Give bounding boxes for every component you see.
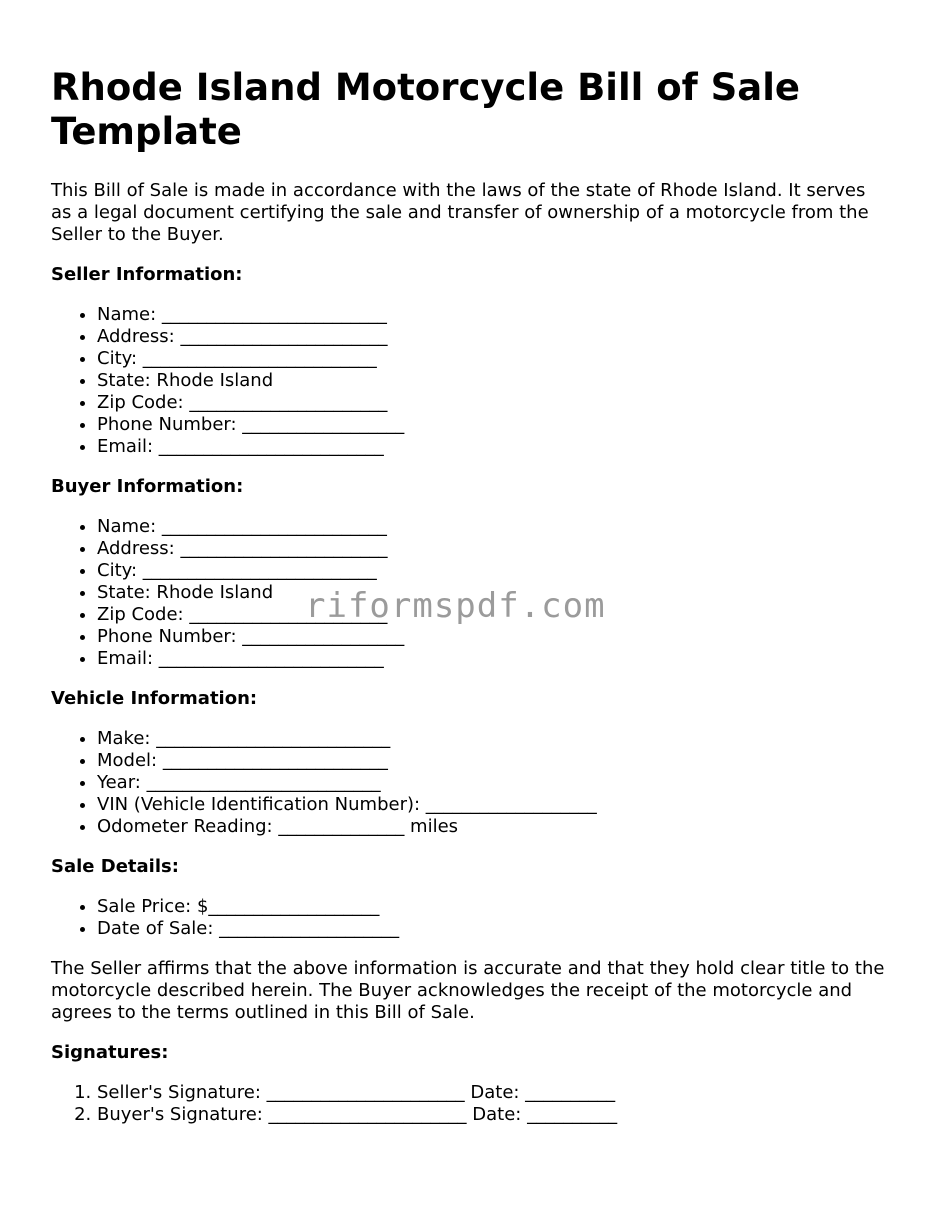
- signatures-list: [51, 1082, 891, 1126]
- affirmation-paragraph: The Seller affirms that the above information is accurate and that they hold clear title to the motorcycle described herein. The Buyer acknowledges the receipt of the motorcycle and agrees to the terms outlined in this Bill of Sale.: [51, 958, 885, 1023]
- seller-name-field: • Name: _________________________: [97, 304, 891, 326]
- buyer-signature-line: 2. Buyer's Signature: ______________________ Date: __________: [97, 1104, 891, 1126]
- page-title: Rhode Island Motorcycle Bill of Sale Template: [51, 66, 801, 153]
- buyer-email-field: • Email: _________________________: [97, 648, 891, 670]
- seller-list: [51, 304, 891, 458]
- buyer-heading: Buyer Information:: [51, 476, 244, 497]
- signatures-heading: Signatures:: [51, 1042, 169, 1063]
- seller-zip-field: • Zip Code: ______________________: [97, 392, 891, 414]
- buyer-phone-field: • Phone Number: __________________: [97, 626, 891, 648]
- sale-heading: Sale Details:: [51, 856, 179, 877]
- intro-paragraph: This Bill of Sale is made in accordance with the laws of the state of Rhode Island. It serves as a legal document certifying the sale and transfer of ownership of a motorcycle from the Seller to the Buyer.: [51, 180, 869, 245]
- vehicle-vin-field: • VIN (Vehicle Identification Number): ___________________: [97, 794, 891, 816]
- seller-heading: Seller Information:: [51, 264, 243, 285]
- vehicle-make-field: • Make: __________________________: [97, 728, 891, 750]
- buyer-address-field: • Address: _______________________: [97, 538, 891, 560]
- buyer-state-field: • State: Rhode Island: [97, 582, 891, 604]
- buyer-zip-field: • Zip Code: ______________________: [97, 604, 891, 626]
- watermark: riformspdf.com: [305, 586, 606, 626]
- seller-email-field: • Email: _________________________: [97, 436, 891, 458]
- vehicle-year-field: • Year: __________________________: [97, 772, 891, 794]
- sale-date-field: • Date of Sale: ____________________: [97, 918, 891, 940]
- seller-city-field: • City: __________________________: [97, 348, 891, 370]
- vehicle-heading: Vehicle Information:: [51, 688, 258, 709]
- vehicle-model-field: • Model: _________________________: [97, 750, 891, 772]
- buyer-name-field: • Name: _________________________: [97, 516, 891, 538]
- seller-address-field: • Address: _______________________: [97, 326, 891, 348]
- vehicle-odometer-field: • Odometer Reading: ______________ miles: [97, 816, 891, 838]
- vehicle-list: [51, 728, 891, 838]
- buyer-city-field: • City: __________________________: [97, 560, 891, 582]
- sale-list: [51, 896, 891, 940]
- seller-phone-field: • Phone Number: __________________: [97, 414, 891, 436]
- seller-signature-line: 1. Seller's Signature: ______________________ Date: __________: [97, 1082, 891, 1104]
- sale-price-field: • Sale Price: $___________________: [97, 896, 891, 918]
- seller-state-field: • State: Rhode Island: [97, 370, 891, 392]
